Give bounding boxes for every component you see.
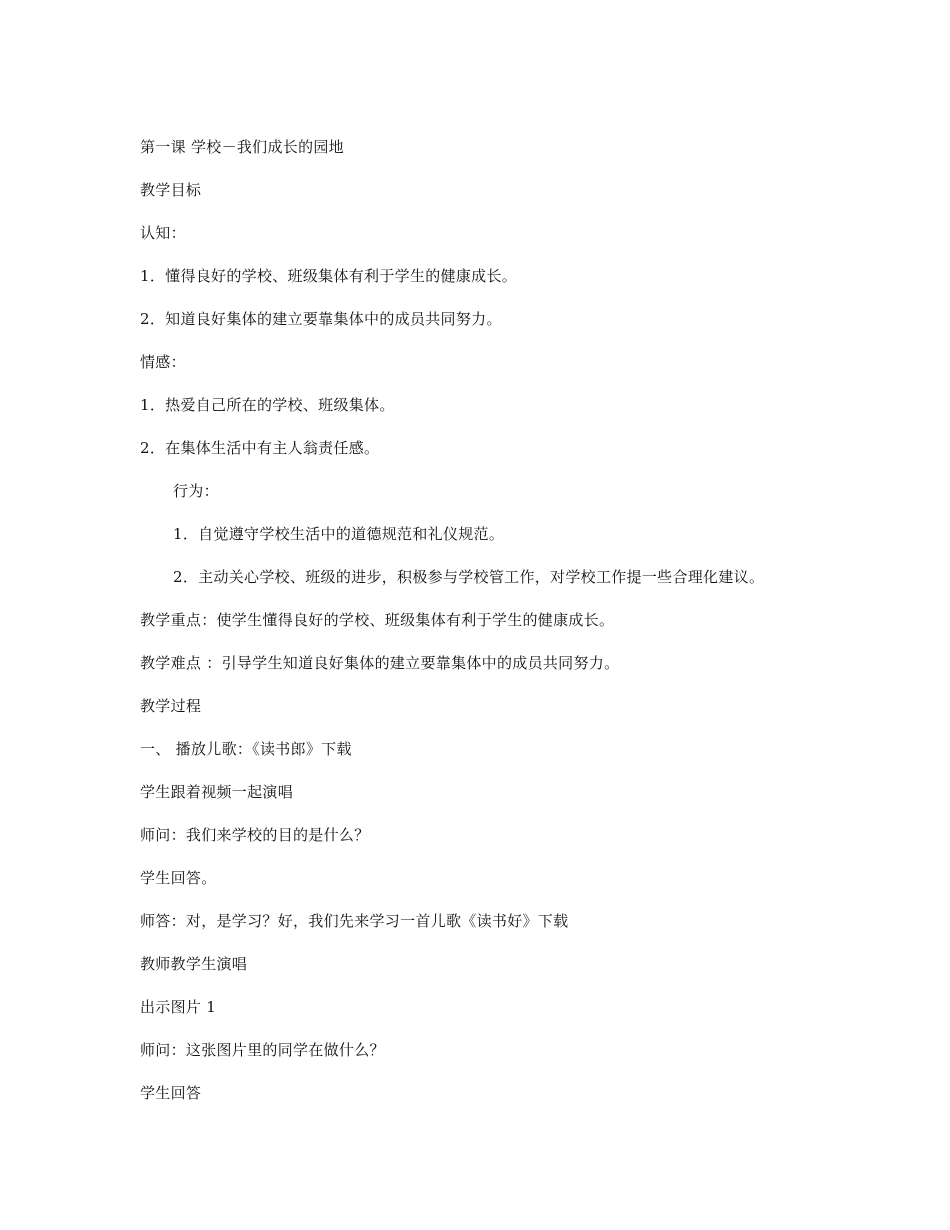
paragraph-line: 学生回答。 (140, 869, 217, 887)
paragraph-line: 学生跟着视频一起演唱 (140, 783, 294, 801)
paragraph-line: 师问：我们来学校的目的是什么？ (140, 826, 370, 844)
paragraph-line: 1．热爱自己所在的学校、班级集体。 (140, 396, 395, 414)
paragraph-line: 2．在集体生活中有主人翁责任感。 (140, 439, 380, 457)
paragraph-line: 师答：对，是学习？好，我们先来学习一首儿歌《读书好》下载 (140, 912, 569, 930)
paragraph-line-key-point: 教学重点：使学生懂得良好的学校、班级集体有利于学生的健康成长。 (140, 611, 615, 629)
paragraph-line: 1．自觉遵守学校生活中的道德规范和礼仪规范。 (173, 525, 505, 543)
subheading-behavior: 行为： (173, 482, 219, 500)
subheading-cognition: 认知： (140, 224, 186, 242)
paragraph-line: 师问：这张图片里的同学在做什么？ (140, 1041, 385, 1059)
section-heading-objectives: 教学目标 (140, 181, 202, 199)
paragraph-line: 1．懂得良好的学校、班级集体有利于学生的健康成长。 (140, 267, 518, 285)
paragraph-line: 出示图片 1 (140, 998, 217, 1016)
subheading-emotion: 情感： (140, 353, 186, 371)
paragraph-line-difficulty: 教学难点 ：引导学生知道良好集体的建立要靠集体中的成员共同努力。 (140, 654, 620, 672)
document-title: 第一课 学校－我们成长的园地 (140, 138, 344, 156)
section-heading-process: 教学过程 (140, 697, 202, 715)
paragraph-line: 2．主动关心学校、班级的进步，积极参与学校管工作，对学校工作提一些合理化建议。 (173, 568, 765, 586)
paragraph-line: 教师教学生演唱 (140, 955, 248, 973)
paragraph-line: 学生回答 (140, 1084, 202, 1102)
paragraph-line: 2．知道良好集体的建立要靠集体中的成员共同努力。 (140, 310, 502, 328)
paragraph-line: 一、 播放儿歌：《读书郎》下载 (140, 740, 352, 758)
